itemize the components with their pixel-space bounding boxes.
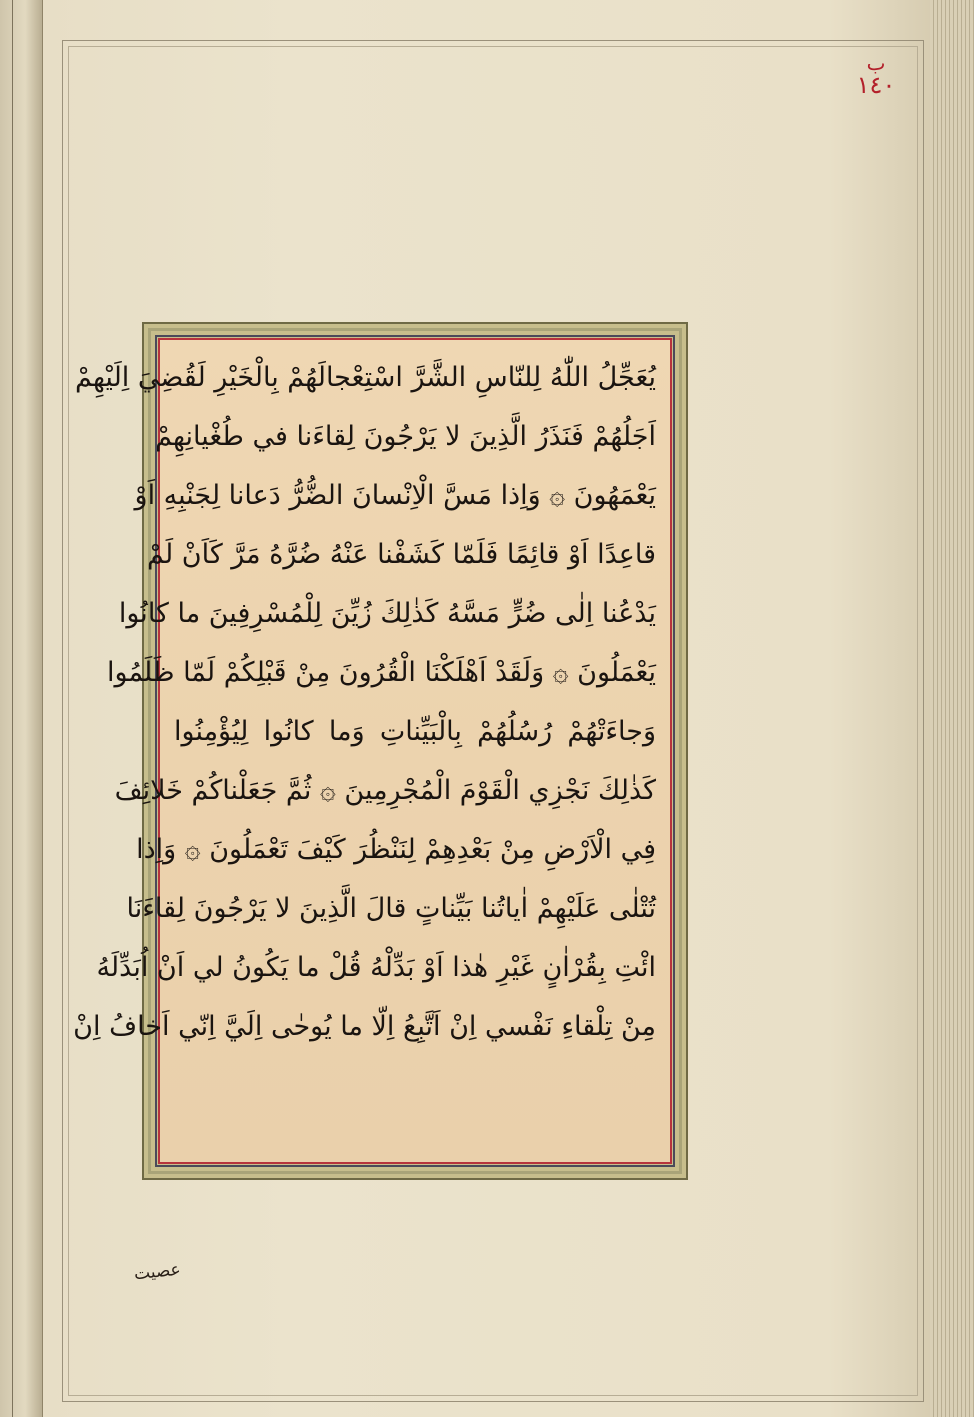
catchword: عصيت <box>133 1259 182 1285</box>
text-line: مِنْ تِلْقاءِ نَفْسي اِنْ اَتَّبِعُ اِلّا ما يُوحٰى اِلَيَّ اِنّي اَخافُ اِنْ <box>73 1011 656 1042</box>
text-line: وَجاءَتْهُمْ رُسُلُهُمْ بِالْبَيِّناتِ وَما كانُوا لِيُؤْمِنُوا <box>174 716 656 747</box>
folio-numeral: ١٤٠ <box>856 71 896 99</box>
text-line: يَعْمَلُونَ ۞ وَلَقَدْ اَهْلَكْنَا الْقُرُونَ مِنْ قَبْلِكُمْ لَمّا ظَلَمُوا <box>107 657 656 688</box>
text-line: فِي الْاَرْضِ مِنْ بَعْدِهِمْ لِنَنْظُرَ كَيْفَ تَعْمَلُونَ ۞ وَاِذا <box>136 834 656 865</box>
facing-page-edge <box>0 0 43 1417</box>
text-line <box>174 1056 656 1115</box>
text-line: يَعْمَهُونَ ۞ وَاِذا مَسَّ الْاِنْسانَ الضُّرُّ دَعانا لِجَنْبِهِ اَوْ <box>134 480 656 511</box>
text-line: يُعَجِّلُ اللّٰهُ لِلنّاسِ الشَّرَّ اسْتِعْجالَهُمْ بِالْخَيْرِ لَقُضِيَ اِلَيْهِمْ <box>75 362 656 393</box>
text-line <box>174 1115 656 1174</box>
text-line: كَذٰلِكَ نَجْزِي الْقَوْمَ الْمُجْرِمِينَ ۞ ثُمَّ جَعَلْناكُمْ خَلائِفَ <box>114 775 656 806</box>
facing-page-rule <box>12 0 13 1417</box>
text-line: اَجَلُهُمْ فَنَذَرُ الَّذِينَ لا يَرْجُونَ لِقاءَنا في طُغْيانِهِمْ <box>155 421 656 452</box>
page-stack-edge <box>930 0 974 1417</box>
folio-number <box>846 52 906 102</box>
text-line: ائْتِ بِقُرْاٰنٍ غَيْرِ هٰذا اَوْ بَدِّلْهُ قُلْ ما يَكُونُ لي اَنْ اُبَدِّلَهُ <box>96 952 656 983</box>
text-line: تُتْلٰى عَلَيْهِمْ اٰياتُنا بَيِّناتٍ قالَ الَّذِينَ لا يَرْجُونَ لِقاءَنَا <box>126 893 656 924</box>
text-line: قاعِدًا اَوْ قائِمًا فَلَمّا كَشَفْنا عَنْهُ ضُرَّهُ مَرَّ كَاَنْ لَمْ <box>146 539 656 570</box>
folio-mark: ب <box>866 51 886 75</box>
text-line: يَدْعُنا اِلٰى ضُرٍّ مَسَّهُ كَذٰلِكَ زُيِّنَ لِلْمُسْرِفِينَ ما كانُوا <box>118 598 656 629</box>
text-block <box>73 340 670 1162</box>
